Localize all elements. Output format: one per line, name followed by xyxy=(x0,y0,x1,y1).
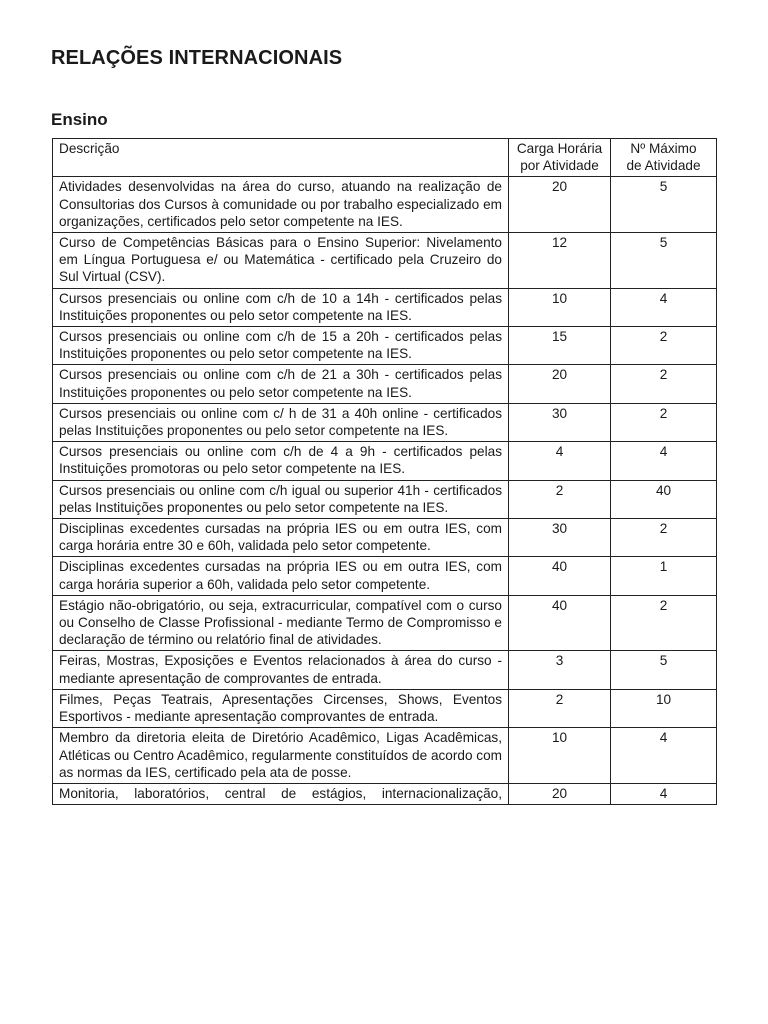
table-row xyxy=(53,177,717,233)
section-title: Ensino xyxy=(51,110,108,129)
table-row xyxy=(53,233,717,289)
header-carga-line1: Carga Horária xyxy=(516,141,603,156)
row-maximo: 4 xyxy=(611,442,717,480)
row-carga: 40 xyxy=(509,595,611,651)
row-descricao: Curso de Competências Básicas para o Ensino Superior: Nivelamento em Língua Portuguesa e/ ou Matemática - certificado pela Cruzeiro do Sul Virtual (CSV). xyxy=(53,233,509,289)
row-descricao: Cursos presenciais ou online com c/ h de 31 a 40h online - certificados pelas Instituições proponentes ou pelo setor competente na IES. xyxy=(53,403,509,441)
row-maximo: 10 xyxy=(611,689,717,727)
row-maximo: 2 xyxy=(611,519,717,557)
row-maximo: 5 xyxy=(611,177,717,233)
table-row xyxy=(53,689,717,727)
row-carga: 2 xyxy=(509,480,611,518)
row-carga: 20 xyxy=(509,783,611,804)
header-carga-line2: por Atividade xyxy=(520,158,599,174)
row-carga: 40 xyxy=(509,557,611,595)
table-row xyxy=(53,728,717,784)
row-carga: 12 xyxy=(509,233,611,289)
table-row xyxy=(53,480,717,518)
row-descricao: Cursos presenciais ou online com c/h de 15 a 20h - certificados pelas Instituições proponentes ou pelo setor competente na IES. xyxy=(53,327,509,365)
row-carga: 30 xyxy=(509,403,611,441)
row-carga: 10 xyxy=(509,288,611,326)
row-maximo: 2 xyxy=(611,365,717,403)
row-maximo: 4 xyxy=(611,288,717,326)
row-descricao: Filmes, Peças Teatrais, Apresentações Circenses, Shows, Eventos Esportivos - mediante apresentação comprovantes de entrada. xyxy=(53,689,509,727)
table-row xyxy=(53,519,717,557)
row-descricao: Estágio não-obrigatório, ou seja, extracurricular, compatível com o curso ou Conselho de Classe Profissional - mediante Termo de Compromisso e declaração de término ou relatório final de atividades. xyxy=(53,595,509,651)
row-descricao: Disciplinas excedentes cursadas na própria IES ou em outra IES, com carga horária superior a 60h, validada pelo setor competente. xyxy=(53,557,509,595)
table-row xyxy=(53,557,717,595)
row-descricao: Disciplinas excedentes cursadas na própria IES ou em outra IES, com carga horária entre 30 e 60h, validada pelo setor competente. xyxy=(53,519,509,557)
row-maximo: 2 xyxy=(611,327,717,365)
row-carga: 20 xyxy=(509,365,611,403)
row-descricao: Monitoria, laboratórios, central de estágios, internacionalização, xyxy=(53,783,509,804)
row-descricao: Feiras, Mostras, Exposições e Eventos relacionados à área do curso - mediante apresentação de comprovantes de entrada. xyxy=(53,651,509,689)
header-max-line1: Nº Máximo xyxy=(630,141,697,156)
row-maximo: 5 xyxy=(611,233,717,289)
table-row xyxy=(53,651,717,689)
table-row xyxy=(53,327,717,365)
row-descricao: Atividades desenvolvidas na área do curso, atuando na realização de Consultorias dos Cursos à comunidade ou por trabalho especializado em organizações, certificados pelo setor competente na IES. xyxy=(53,177,509,233)
row-maximo: 5 xyxy=(611,651,717,689)
row-descricao: Membro da diretoria eleita de Diretório Acadêmico, Ligas Acadêmicas, Atléticas ou Centro Acadêmico, regularmente constituídos de acordo com as normas da IES, certificado pela ata de posse. xyxy=(53,728,509,784)
row-carga: 10 xyxy=(509,728,611,784)
header-carga-horaria xyxy=(509,139,611,177)
table-row xyxy=(53,288,717,326)
table-row xyxy=(53,403,717,441)
table-row xyxy=(53,442,717,480)
table-row xyxy=(53,783,717,804)
row-maximo: 4 xyxy=(611,728,717,784)
row-maximo: 40 xyxy=(611,480,717,518)
page-title: RELAÇÕES INTERNACIONAIS xyxy=(51,47,343,69)
row-descricao: Cursos presenciais ou online com c/h de 4 a 9h - certificados pelas Instituições promotoras ou pelo setor competente na IES. xyxy=(53,442,509,480)
table-row xyxy=(53,595,717,651)
row-descricao: Cursos presenciais ou online com c/h igual ou superior 41h - certificados pelas Instituições proponentes ou pelo setor competente na IES. xyxy=(53,480,509,518)
row-carga: 4 xyxy=(509,442,611,480)
row-carga: 20 xyxy=(509,177,611,233)
row-maximo: 2 xyxy=(611,595,717,651)
row-carga: 30 xyxy=(509,519,611,557)
header-descricao: Descrição xyxy=(53,139,509,177)
row-descricao: Cursos presenciais ou online com c/h de 21 a 30h - certificados pelas Instituições proponentes ou pelo setor competente na IES. xyxy=(53,365,509,403)
row-carga: 2 xyxy=(509,689,611,727)
table-header-row xyxy=(53,139,717,177)
row-maximo: 1 xyxy=(611,557,717,595)
header-max-line2: de Atividade xyxy=(626,158,701,174)
row-carga: 15 xyxy=(509,327,611,365)
activities-table xyxy=(52,138,717,805)
row-maximo: 4 xyxy=(611,783,717,804)
row-descricao: Cursos presenciais ou online com c/h de 10 a 14h - certificados pelas Instituições proponentes ou pelo setor competente na IES. xyxy=(53,288,509,326)
row-carga: 3 xyxy=(509,651,611,689)
row-maximo: 2 xyxy=(611,403,717,441)
header-numero-maximo xyxy=(611,139,717,177)
table-row xyxy=(53,365,717,403)
